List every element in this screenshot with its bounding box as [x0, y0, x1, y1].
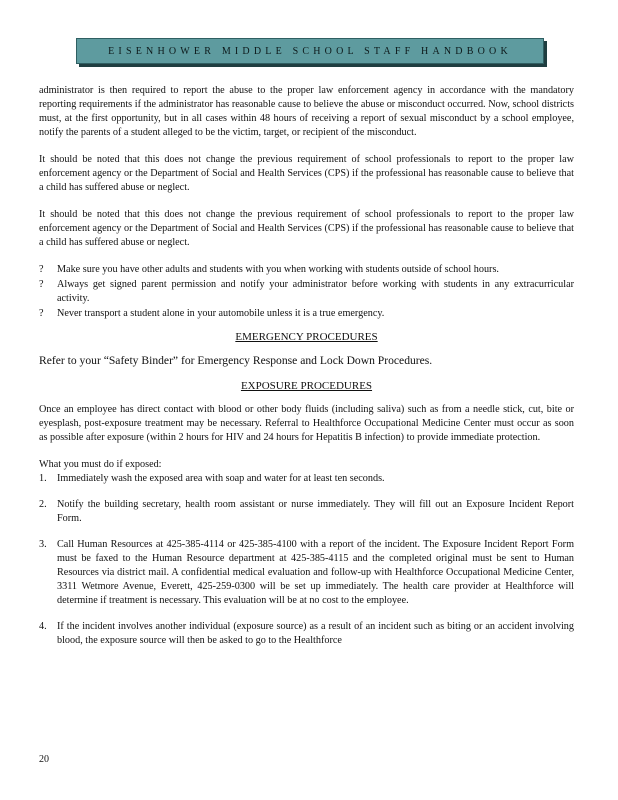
- paragraph-reporting: administrator is then required to report the abuse to the proper law enforcement agency in accordance with the mandatory reporting requirements if the administrator has reasonable cause to believe the abuse or misconduct occurred. Now, school districts must, at the first opportunity, but in all cases within 48 hours of receiving a report of sexual misconduct by a school employee, notify the parents of a student alleged to be the victim, target, or recipient of the misconduct.: [39, 85, 574, 138]
- bullet-mark: ?: [39, 264, 44, 275]
- exposure-step: 3. Call Human Resources at 425-385-4114 or 425-385-4100 with a report of the incident. The Exposure Incident Report Form must be faxed to the Human Resource department at 425-385-4115 and the completed original must be sent to Human Resources via district mail. A confidential medical evaluation and follow-up with Healthforce Occupational Medicine Center, 3311 Wetmore Avenue, Everett, 425-259-0300 will be set up immediately. The health care provider at Healthforce will determine if treatment is necessary. This evaluation will be at no cost to the employee.: [39, 539, 574, 606]
- bullet-text: Always get signed parent permission and notify your administrator before working with students in any extracurricular activity.: [57, 279, 574, 304]
- safety-binder-reference: Refer to your “Safety Binder” for Emergency Response and Lock Down Procedures.: [39, 354, 433, 367]
- exposure-lead: What you must do if exposed:: [39, 459, 162, 470]
- page-content: [39, 84, 574, 660]
- exposure-step: 4. If the incident involves another individual (exposure source) as a result of an incident such as biting or an accident involving blood, the exposure source will then be asked to go to the Healthforce: [39, 621, 574, 646]
- handbook-header-banner: [76, 38, 544, 64]
- paragraph-note-1: It should be noted that this does not change the previous requirement of school professionals to report to the proper law enforcement agency or the Department of Social and Health Services (CPS) if the professional has reasonable cause to believe that a child has suffered abuse or neglect.: [39, 154, 574, 193]
- bullet-item: [39, 263, 574, 277]
- exposure-steps-list: [39, 472, 574, 648]
- bullet-mark: ?: [39, 308, 44, 319]
- exposure-procedures-heading: EXPOSURE PROCEDURES: [240, 380, 373, 392]
- emergency-procedures-heading: EMERGENCY PROCEDURES: [235, 331, 378, 343]
- bullet-text: Make sure you have other adults and students with you when working with students outside of school hours.: [57, 264, 499, 275]
- safety-bullet-list: [39, 263, 574, 321]
- exposure-step: 2. Notify the building secretary, health room assistant or nurse immediately. They will fill out an Exposure Incident Report Form.: [39, 499, 574, 524]
- page-number: 20: [39, 754, 49, 765]
- exposure-step: 1. Immediately wash the exposed area with soap and water for at least ten seconds.: [39, 473, 385, 484]
- handbook-title: EISENHOWER MIDDLE SCHOOL STAFF HANDBOOK: [108, 45, 512, 57]
- paragraph-note-2: It should be noted that this does not change the previous requirement of school professionals to report to the proper law enforcement agency or the Department of Social and Health Services (CPS) if the professional has reasonable cause to believe that a child has suffered abuse or neglect.: [39, 209, 574, 248]
- bullet-text: Never transport a student alone in your automobile unless it is a true emergency.: [57, 308, 385, 319]
- bullet-mark: ?: [39, 279, 44, 290]
- bullet-item: [39, 307, 574, 321]
- bullet-item: [39, 278, 574, 306]
- exposure-intro: Once an employee has direct contact with blood or other body fluids (including saliva) such as from a needle stick, cut, bite or eyesplash, post-exposure treatment may be necessary. Referral to Healthforce Occupational Medicine Center must occur as soon as possible after exposure (within 2 hours for HIV and 24 hours for Hepatitis B infection) to provide immediate protection.: [39, 404, 574, 443]
